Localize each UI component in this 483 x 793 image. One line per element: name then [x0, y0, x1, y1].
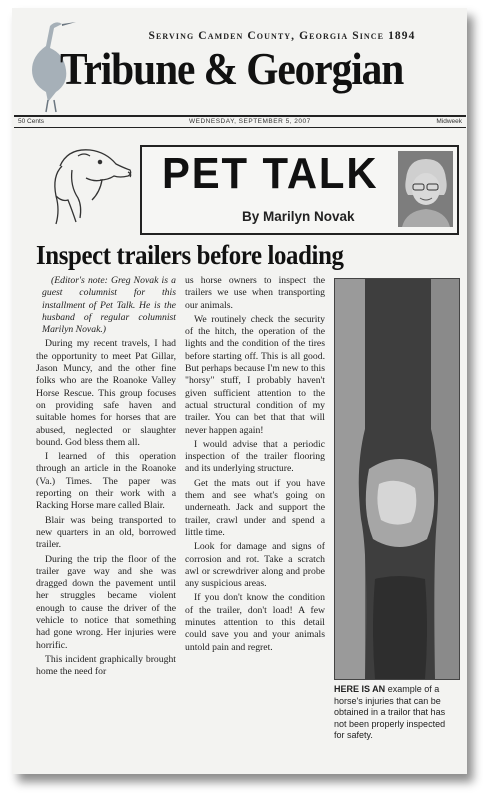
photo-caption [334, 684, 458, 742]
editors-note: (Editor's note: Greg Novak is a guest columnist for this installment of Pet Talk. He is the husband of regular columnist Marilyn Novak.) [42, 275, 176, 336]
article-column-1 [36, 275, 176, 681]
section-label: Midweek [436, 118, 462, 125]
paragraph: Get the mats out if you have them and see what's going on underneath. Jack and support the trailer, crawl under and spend a little time. [185, 477, 325, 538]
caption-lead: HERE IS AN [334, 684, 386, 694]
paragraph: I learned of this operation through an article in the Roanoke (Va.) Times. The paper was reporting on their work with a Racking Horse mare called Blair. [36, 451, 176, 512]
issue-date: WEDNESDAY, SEPTEMBER 5, 2007 [189, 118, 311, 125]
paragraph: us horse owners to inspect the trailers we use when transporting our animals. [185, 275, 325, 311]
paragraph: During the trip the floor of the trailer gave way and she was dragged down the pavement until her struggles became violent enough to cause the driver of the vehicle to notice that something had gone wrong. Her injuries were horrific. [36, 553, 176, 651]
dateline-bar [14, 115, 466, 128]
columnist-portrait [398, 151, 453, 227]
masthead-tagline: Serving Camden County, Georgia Since 1894 [148, 30, 416, 42]
article-column-2 [185, 275, 325, 656]
column-title: PET TALK [162, 149, 379, 198]
paragraph: We routinely check the security of the hitch, the operation of the lights and the condition of the tires before starting off. This is all good. But perhaps because I'm new to this "horsy" stuff, I probably haven't given sufficient attention to the actual structural condition of my trailer. You can bet that that will never happen again! [185, 313, 325, 436]
paragraph: If you don't know the condition of the trailer, don't load! A few minutes attention to this detail could save you and your animals untold pain and regret. [185, 592, 325, 653]
horse-injury-photo [334, 278, 460, 680]
price-label: 50 Cents [18, 118, 45, 125]
pet-talk-banner [140, 145, 459, 235]
masthead-title: Tribune & Georgian [60, 43, 404, 94]
article-headline: Inspect trailers before loading [36, 240, 344, 270]
caption-text: example of a horse's injuries that can be obtained in a trailor that has not been properly inspected for safety. [334, 684, 446, 740]
paragraph: I would advise that a periodic inspection of the trailer flooring and its underlying structure. [185, 438, 325, 475]
paragraph: Look for damage and signs of corrosion and rot. Take a scratch awl or screwdriver along and probe any suspicious areas. [185, 541, 325, 590]
newspaper-page [12, 8, 467, 774]
paragraph: This incident graphically brought home the need for [36, 653, 176, 678]
dog-sketch-icon [42, 136, 137, 231]
column-byline: By Marilyn Novak [242, 209, 355, 224]
paragraph: Blair was being transported to new quarters in an old, borrowed trailer. [36, 514, 176, 551]
paragraph: During my recent travels, I had the opportunity to meet Pat Gillar, Jason Muncy, and the other fine folks who are the Roanoke Valley Horse Rescue. This group focuses on providing safe haven and suitable homes for horses that are abused, neglected or slaughter bound. God bless them all. [36, 338, 176, 448]
